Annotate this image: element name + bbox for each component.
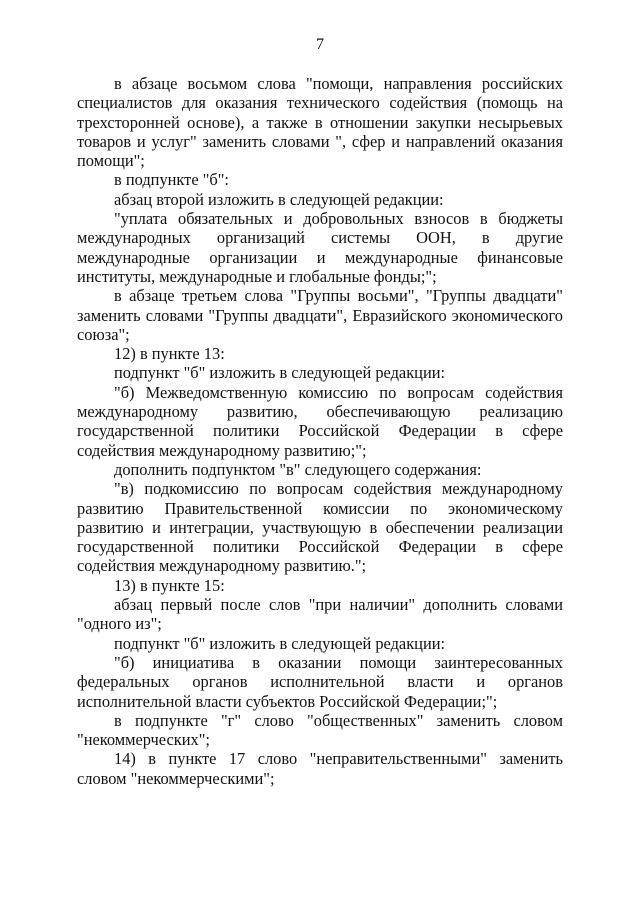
paragraph-12: абзац первый после слов "при наличии" дополнить словами "одного из"; — [77, 595, 563, 634]
paragraph-9: дополнить подпунктом "в" следующего содержания: — [114, 459, 482, 479]
paragraph-16: 14) в пункте 17 слово "неправительственными" заменить словом "некоммерческими"; — [77, 749, 563, 788]
paragraph-13: подпункт "б" изложить в следующей редакции: — [114, 633, 446, 653]
paragraph-11: 13) в пункте 15: — [114, 575, 225, 595]
paragraph-15: в подпункте "г" слово "общественных" заменить словом "некоммерческих"; — [77, 710, 563, 750]
paragraph-5: в абзаце третьем слова "Группы восьми", "Группы двадцати" заменить словами "Группы двадцати", Евразийского экономического союза"; — [77, 286, 563, 344]
document-body — [77, 74, 563, 788]
paragraph-4: "уплата обязательных и добровольных взносов в бюджеты международных организаций системы ООН, в другие международные организации и международные финансовые институты, международные и глобальные фонды;"; — [77, 209, 563, 286]
paragraph-3: абзац второй изложить в следующей редакции: — [114, 189, 444, 209]
paragraph-2: в подпункте "б": — [114, 170, 229, 190]
paragraph-14: "б) инициатива в оказании помощи заинтересованных федеральных органов исполнительной власти и органов исполнительной власти субъектов Российской Федерации;"; — [77, 652, 563, 711]
page-number: 7 — [316, 36, 324, 53]
paragraph-7: подпункт "б" изложить в следующей редакции: — [114, 363, 446, 383]
paragraph-1: в абзаце восьмом слова "помощи, направления российских специалистов для оказания технического содействия (помощь на трехсторонней основе), а также в отношении закупки несырьевых товаров и услуг" заменить словами ", сфер и направлений оказания помощи"; — [77, 74, 563, 171]
paragraph-6: 12) в пункте 13: — [114, 344, 225, 364]
paragraph-8: "б) Межведомственную комиссию по вопросам содействия международному развитию, обеспечивающую реализацию государственной политики Российской Федерации в сфере содействия международному развитию;"; — [77, 382, 563, 460]
paragraph-10: "в) подкомиссию по вопросам содействия международному развитию Правительственной комиссии по экономическому развитию и интеграции, участвующую в обеспечении реализации государственной политики Российской Федерации в сфере содействия международному развитию."; — [77, 479, 563, 576]
